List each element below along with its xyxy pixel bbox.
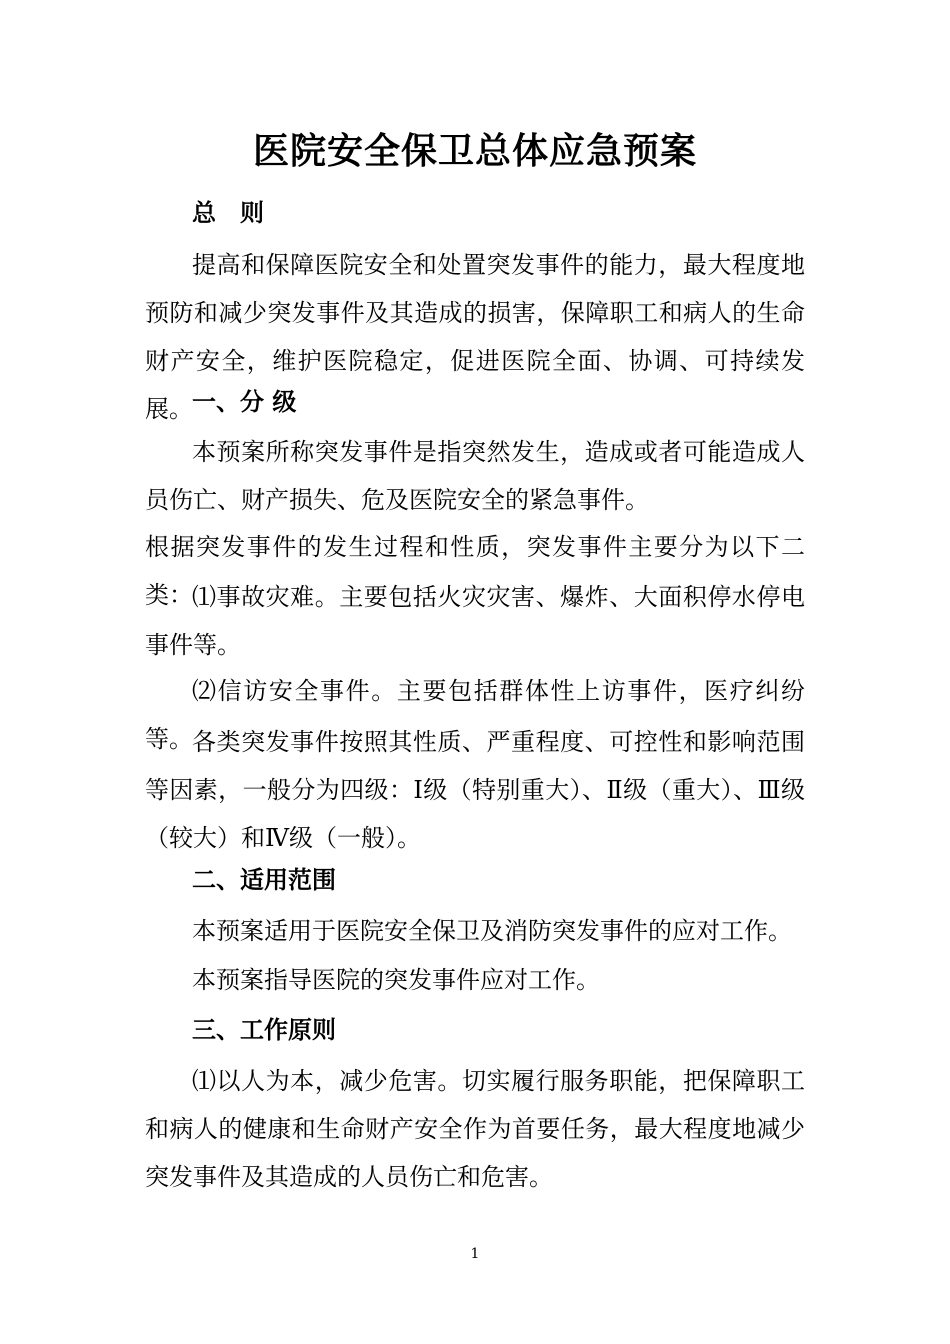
paragraph-severity-levels: 各类突发事件按照其性质、严重程度、可控性和影响范围等因素，一般分为四级：Ⅰ级（特别重大）、Ⅱ级（重大）、Ⅲ级（较大）和Ⅳ级（一般）。 — [145, 728, 805, 852]
paragraph-principle-people-first: ⑴以人为本，减少危害。切实履行服务职能，把保障职工和病人的健康和生命财产安全作为首要任务，最大程度地减少突发事件及其造成的人员伤亡和危害。 — [145, 1067, 805, 1191]
section-heading-principles: 三、工作原则 — [192, 1015, 336, 1044]
paragraph-category-accidents: ⑴事故灾难。主要包括火灾灾害、爆炸、大面积停水停电事件等。 — [145, 583, 805, 659]
section-heading-classification: 一、分 级 — [192, 387, 297, 416]
paragraph-general: 提高和保障医院安全和处置突发事件的能力，最大程度地预防和减少突发事件及其造成的损害，保障职工和病人的生命财产安全，维护医院稳定，促进医院全面、协调、可持续发展。 — [145, 251, 805, 423]
paragraph-scope-guides: 本预案指导医院的突发事件应对工作。 — [192, 966, 600, 994]
document-title: 医院安全保卫总体应急预案 — [252, 130, 697, 172]
section-heading-scope: 二、适用范围 — [192, 865, 336, 894]
section-heading-general: 总 则 — [192, 198, 264, 227]
paragraph-category-petitions: ⑵信访安全事件。主要包括群体性上访事件，医疗纠纷等。 — [145, 677, 805, 753]
page-number: 1 — [470, 1246, 480, 1262]
paragraph-scope-applies: 本预案适用于医院安全保卫及消防突发事件的应对工作。 — [192, 917, 792, 945]
paragraph-definition: 本预案所称突发事件是指突然发生，造成或者可能造成人员伤亡、财产损失、危及医院安全的紧急事件。 — [145, 438, 805, 514]
paragraph-categories-intro: 根据突发事件的发生过程和性质，突发事件主要分为以下二类： — [145, 533, 805, 609]
